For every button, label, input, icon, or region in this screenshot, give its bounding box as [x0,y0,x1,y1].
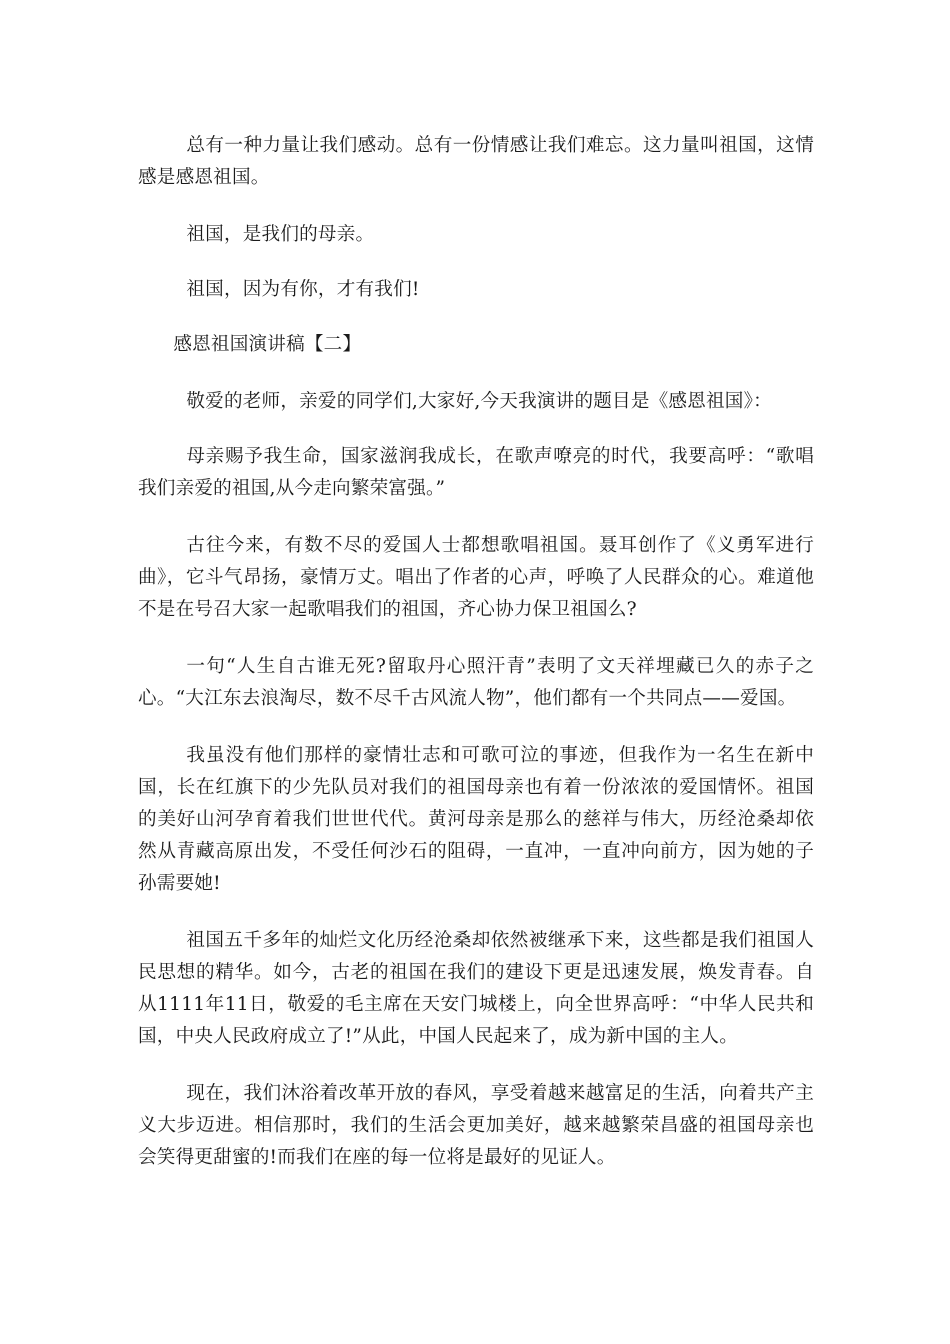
paragraph-mother-gave-life: 母亲赐予我生命，国家滋润我成长，在歌声嘹亮的时代，我要高呼：“歌唱我们亲爱的祖国,从今走向繁荣富强。” [138,446,814,499]
paragraph-motherland-mother: 祖国，是我们的母亲。 [186,224,375,245]
paragraph-greeting: 敬爱的老师，亲爱的同学们,大家好,今天我演讲的题目是《感恩祖国》： [186,391,772,412]
paragraph-because-of-you: 祖国，因为有你，才有我们! [186,279,420,300]
paragraph-culture: 祖国五千多年的灿烂文化历经沧桑却依然被继承下来，这些都是我们祖国人民思想的精华。如今，古老的祖国在我们的建设下更是迅速发展，焕发青春。自从1111年11日，敬爱的毛主席在天安门城楼上，向全世界高呼：“中华人民共和国，中央人民政府成立了!”从此，中国人民起来了，成为新中国的主人。 [138,930,814,1047]
section-heading: 感恩祖国演讲稿【二】 [173,334,362,355]
paragraph-reform: 现在，我们沐浴着改革开放的春风，享受着越来越富足的生活，向着共产主义大步迈进。相信那时，我们的生活会更加美好，越来越繁荣昌盛的祖国母亲也会笑得更甜蜜的!而我们在座的每一位将是最好的见证人。 [138,1083,814,1168]
document-page [138,130,814,1199]
paragraph-young-pioneer: 我虽没有他们那样的豪情壮志和可歌可泣的事迹，但我作为一名生在新中国，长在红旗下的少先队员对我们的祖国母亲也有着一份浓浓的爱国情怀。祖国的美好山河孕育着我们世世代代。黄河母亲是那么的慈祥与伟大，历经沧桑却依然从青藏高原出发，不受任何沙石的阻碍，一直冲，一直冲向前方，因为她的子孙需要她! [138,745,814,894]
paragraph-wen-tianxiang: 一句“人生自古谁无死?留取丹心照汗青”表明了文天祥埋藏已久的赤子之心。“大江东去浪淘尽，数不尽千古风流人物”，他们都有一个共同点——爱国。 [138,656,814,709]
paragraph-intro: 总有一种力量让我们感动。总有一份情感让我们难忘。这力量叫祖国，这情感是感恩祖国。 [138,135,814,188]
paragraph-nie-er: 古往今来，有数不尽的爱国人士都想歌唱祖国。聂耳创作了《义勇军进行曲》，它斗气昂扬，豪情万丈。唱出了作者的心声，呼唤了人民群众的心。难道他不是在号召大家一起歌唱我们的祖国，齐心协力保卫祖国么? [138,535,814,620]
